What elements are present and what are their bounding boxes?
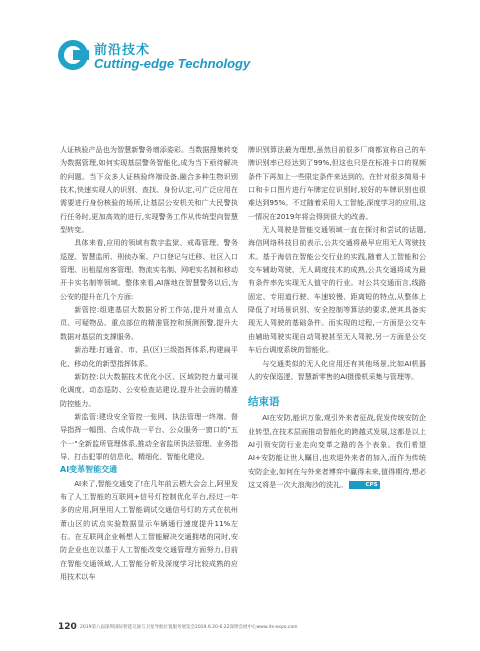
- footer-text: 2019第八届深圳国际智能交通与卫星导航位置服务展览会2019.6.20-6.22深圳会展中心www.its-expo.com: [80, 625, 298, 630]
- right-paragraph-2: 无人驾驶是智能交通领域一直在探讨和尝试的话题,海信网络科技目前表示,公共交通将最早应用无人驾驶技术。基于海信在智能公交行业的实践,随着人工智能和公交车辅助驾驶、无人调度技术的成熟,公共交通将成为最有条件率先实现无人值守的行业。对公共交通而言,线路固定、专用道行驶、车速较慢、距离短的特点,从整体上降低了对场景识别、安全控制等算法的要求,使其具备实现无人驾驶的基础条件。而实现的过程,一方面是公交车由辅助驾驶实现自动驾驶甚至无人驾驶,另一方面是公交车后台调度系统的智能化。: [248, 225, 426, 355]
- left-paragraph-7: AI来了,智能交通变了!在几年前云栖大会会上,阿里发布了人工智能的互联网+信号灯控制优化平台,经过一年多的应用,阿里用人工智能调试交通信号灯的方式在杭州萧山区的试点实验数据显示车辆通行速度提升11%左右。在互联网企业畅想人工智能解决交通拥堵的同时,安防企业也在以基于人工智能改变交通管理方面努力,目前在智能交通领域,人工智能分析及深度学习比较成熟的应用技术以车: [60, 478, 238, 581]
- right-paragraph-4: [248, 411, 426, 491]
- section-header: [58, 38, 298, 78]
- left-paragraph-6: 新监管:建设安全管控一张网、执法管理一终端、督导指挥一幅图、合成作战一平台、公众服务一窗口的"五个一"全新监所管理体系,推动全省监所执法管理、业务指导、打击犯罪的信息化、精细化、智能化建设。: [60, 411, 238, 461]
- section-title-en: Cutting-edge Technology: [94, 56, 251, 71]
- conclusion-heading: 结束语: [248, 396, 280, 409]
- section-title-cn: 前沿技术: [94, 43, 151, 58]
- conclusion-text: AI在安防,能识万象,观引外来者征战,促发传统安防企业转型,在技术层面推动智能化的跨越式发展,这都是以上AI引领安防行业走向变革之路的各个表象。我们希望AI+安防能让世人瞩目,也欢迎外来者的加入,而作为传统安防企业,如何在与外来者博弈中赢得未来,值得期待,想必这又将是一次大浪淘沙的洗礼。: [248, 413, 426, 489]
- right-paragraph-1: 牌识别算法最为理想,虽然目前很多厂商都宣称自己的车牌识别率已经达到了99%,但这也只是在标准卡口的视频条件下再加上一些限定条件来达到的。在针对很多简易卡口和卡口图片进行车牌定位识别时,较好的车牌识别也很难达到95%。不过随着采用人工智能,深度学习的应用,这一情况在2019年将会得到很大的改善。: [248, 145, 426, 221]
- end-mark-logo: CPS: [349, 481, 379, 489]
- left-column: [60, 143, 238, 583]
- section-logo-icon: [58, 40, 88, 70]
- left-paragraph-4: 新治理:打通省、市、县(区)三级指挥体系,构建扁平化、移动化的新型指挥体系。: [60, 345, 238, 368]
- left-paragraph-2: 具体来看,应用的领域有数字监狱、戒毒管理、警务巡逻、智慧监所、刑侦办案、户口登记与迁移、社区入口管理、出租屋房客管理、物流实名制、网吧实名制和移动开卡实名制等领域。整体来看,AI落地在智慧警务以后,为公安的提升在几个方面:: [60, 238, 238, 301]
- page-number: 120: [58, 622, 77, 632]
- left-paragraph-1: 人证核验产品也为智慧新警务增添姿彩。当数据搜集转变为数据管理,如何实现基层警务智能化,成为当下亟待解决的问题。当下众多人证核验终端设备,融合多种生物识别技术,快速实现人的识别、查找、身份认定,可广泛应用在需要进行身份核验的场所,让基层公安机关和广大民警执行任务时,更加高效的进行,实现警务工作从传统型向智慧型转变。: [60, 145, 238, 235]
- subheading-ai-traffic: AI变革智能交通: [60, 465, 118, 475]
- right-paragraph-3: 与交通类似的无人化应用还有其他场景,比如AI机器人的安保巡逻、智慧新零售的AI摄像机采集与管理等。: [248, 358, 426, 381]
- left-paragraph-5: 新防控:以大数据技术优化小区、区域防控力量可视化调度、动态巡防、公安检查站建设,提升社会面的精准防控能力。: [60, 371, 238, 408]
- left-paragraph-3: 新管控:组建基层大数据分析工作站,提升对重点人员、可疑物品、重点部位的精准管控和预测预警,提升大数据对基层的支撑服务。: [60, 305, 238, 341]
- page-footer: [58, 622, 438, 634]
- right-column: [248, 143, 426, 491]
